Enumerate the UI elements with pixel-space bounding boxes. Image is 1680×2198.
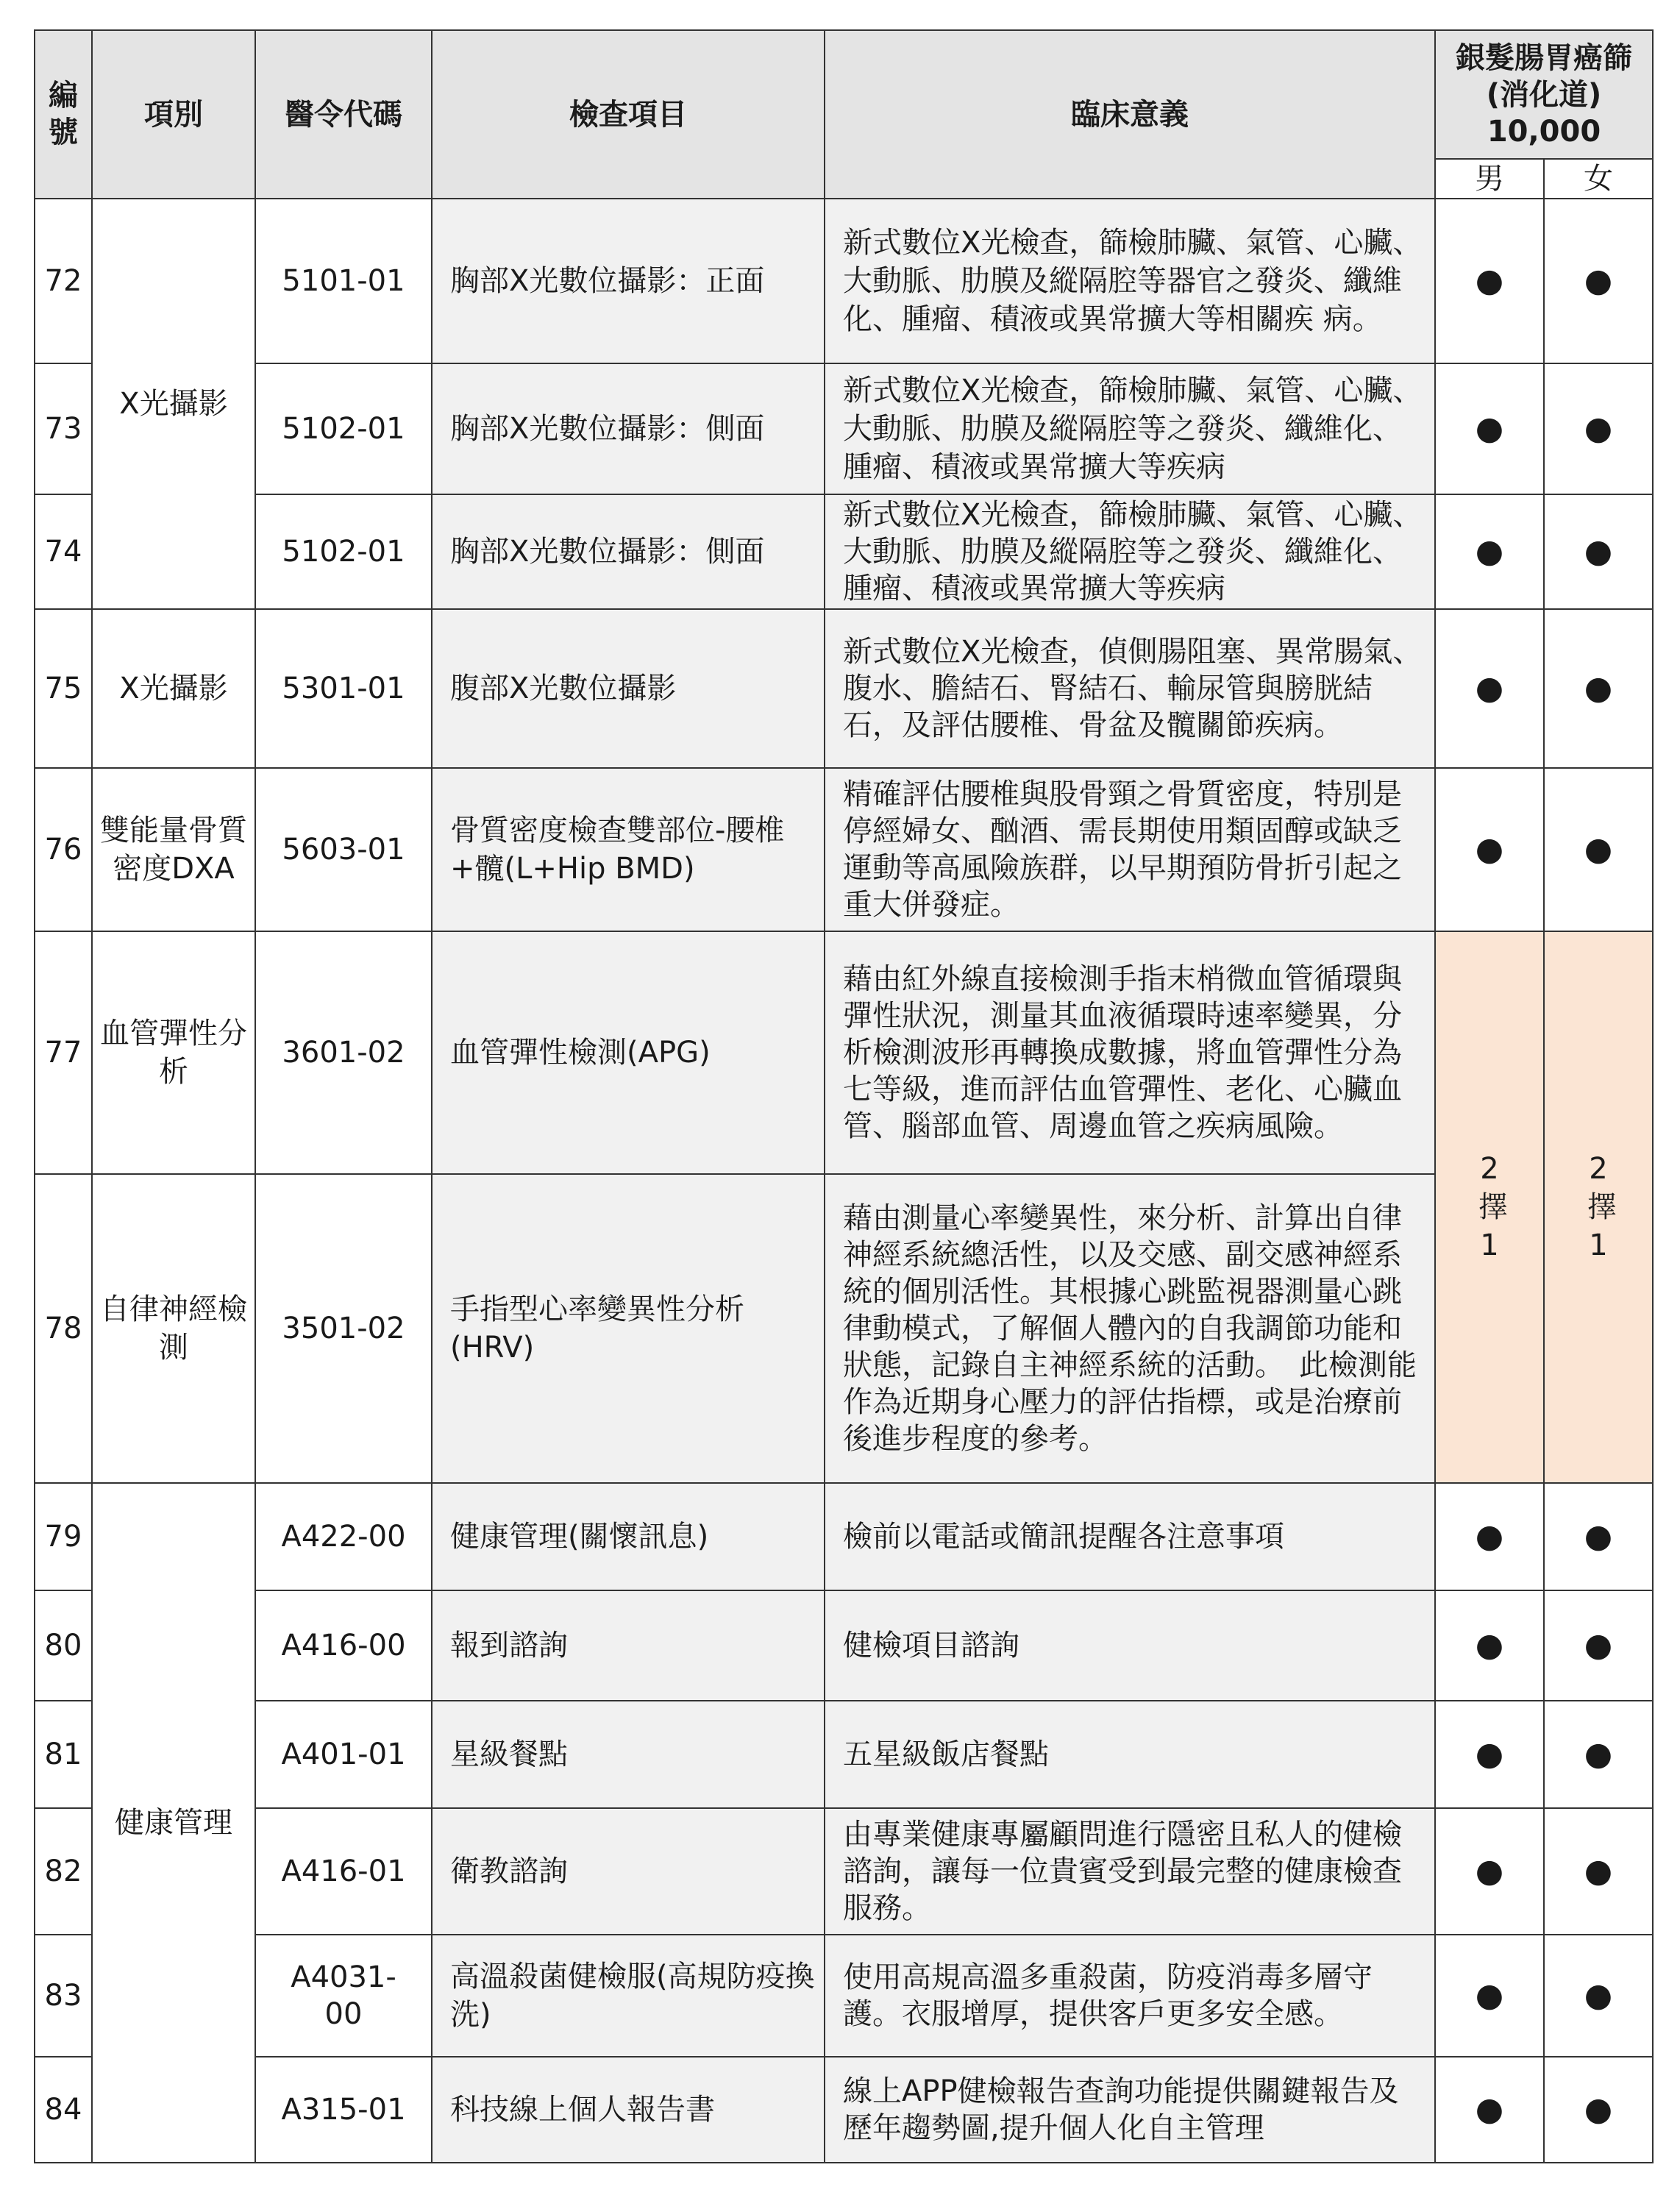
male-dot: ● xyxy=(1435,768,1544,931)
row-meaning: 五星級飯店餐點 xyxy=(825,1701,1435,1808)
row-code: A401-01 xyxy=(255,1701,432,1808)
female-dot: ● xyxy=(1544,363,1653,494)
row-number: 74 xyxy=(35,494,92,609)
row-code: A416-01 xyxy=(255,1808,432,1935)
row-item: 血管彈性檢測(APG) xyxy=(432,931,825,1174)
row-code: A416-00 xyxy=(255,1590,432,1701)
row-category: X光攝影 xyxy=(92,609,255,768)
male-choice: 2擇1 xyxy=(1435,931,1544,1483)
female-dot: ● xyxy=(1544,768,1653,931)
row-item: 衛教諮詢 xyxy=(432,1808,825,1935)
header-item: 檢查項目 xyxy=(432,30,825,199)
row-item: 高溫殺菌健檢服(高規防疫換洗) xyxy=(432,1935,825,2057)
male-dot: ● xyxy=(1435,2057,1544,2163)
row-code: 5102-01 xyxy=(255,494,432,609)
row-number: 79 xyxy=(35,1483,92,1590)
female-dot: ● xyxy=(1544,2057,1653,2163)
female-dot: ● xyxy=(1544,494,1653,609)
row-item: 胸部X光數位攝影：側面 xyxy=(432,494,825,609)
exam-items-table xyxy=(34,29,1654,2163)
row-item: 健康管理(關懷訊息) xyxy=(432,1483,825,1590)
header-female: 女 xyxy=(1544,159,1653,199)
row-item: 報到諮詢 xyxy=(432,1590,825,1701)
row-number: 81 xyxy=(35,1701,92,1808)
row-meaning: 新式數位X光檢查，篩檢肺臟、氣管、心臟、大動脈、肋膜及縱隔腔等器官之發炎、纖維化、腫瘤、積液或異常擴大等相關疾 病。 xyxy=(825,199,1435,363)
package-price: 10,000 xyxy=(1487,114,1601,149)
row-item: 胸部X光數位攝影：側面 xyxy=(432,363,825,494)
row-category: 雙能量骨質密度DXA xyxy=(92,768,255,931)
row-meaning: 新式數位X光檢查，偵側腸阻塞、異常腸氣、腹水、膽結石、腎結石、輸尿管與膀胱結石，及評估腰椎、骨盆及髖關節疾病。 xyxy=(825,609,1435,768)
row-code: A315-01 xyxy=(255,2057,432,2163)
row-number: 77 xyxy=(35,931,92,1174)
male-dot: ● xyxy=(1435,1701,1544,1808)
header-package xyxy=(1435,30,1653,159)
row-code: A4031-00 xyxy=(255,1935,432,2057)
female-dot: ● xyxy=(1544,1590,1653,1701)
row-number: 84 xyxy=(35,2057,92,2163)
male-dot: ● xyxy=(1435,609,1544,768)
row-meaning: 精確評估腰椎與股骨頸之骨質密度，特別是停經婦女、酗酒、需長期使用類固醇或缺乏運動等高風險族群，以早期預防骨折引起之重大併發症。 xyxy=(825,768,1435,931)
row-number: 82 xyxy=(35,1808,92,1935)
row-code: 5102-01 xyxy=(255,363,432,494)
row-item: 星級餐點 xyxy=(432,1701,825,1808)
header-meaning: 臨床意義 xyxy=(825,30,1435,199)
male-dot: ● xyxy=(1435,1590,1544,1701)
package-sub: (消化道) xyxy=(1486,77,1602,112)
row-meaning: 線上APP健檢報告查詢功能提供關鍵報告及歷年趨勢圖,提升個人化自主管理 xyxy=(825,2057,1435,2163)
row-category: 健康管理 xyxy=(92,1483,255,2163)
row-category: 自律神經檢測 xyxy=(92,1174,255,1483)
row-item: 手指型心率變異性分析(HRV) xyxy=(432,1174,825,1483)
row-meaning: 藉由測量心率變異性，來分析、計算出自律神經系統總活性，以及交感、副交感神經系統的個別活性。其根據心跳監視器測量心跳律動模式，了解個人體內的自我調節功能和狀態，記錄自主神經系統的活動。 此檢測能作為近期身心壓力的評估指標，或是治療前後進步程度的參考。 xyxy=(825,1174,1435,1483)
male-dot: ● xyxy=(1435,1935,1544,2057)
female-dot: ● xyxy=(1544,609,1653,768)
row-number: 83 xyxy=(35,1935,92,2057)
female-dot: ● xyxy=(1544,1701,1653,1808)
row-code: A422-00 xyxy=(255,1483,432,1590)
row-category: X光攝影 xyxy=(92,199,255,609)
row-item: 科技線上個人報告書 xyxy=(432,2057,825,2163)
row-number: 76 xyxy=(35,768,92,931)
row-meaning: 新式數位X光檢查，篩檢肺臟、氣管、心臟、大動脈、肋膜及縱隔腔等之發炎、纖維化、腫瘤、積液或異常擴大等疾病 xyxy=(825,363,1435,494)
package-name: 銀髮腸胃癌篩 xyxy=(1456,40,1632,75)
header-number: 編號 xyxy=(35,30,92,199)
row-number: 80 xyxy=(35,1590,92,1701)
row-code: 5101-01 xyxy=(255,199,432,363)
row-code: 5603-01 xyxy=(255,768,432,931)
row-code: 3501-02 xyxy=(255,1174,432,1483)
male-dot: ● xyxy=(1435,1808,1544,1935)
row-number: 73 xyxy=(35,363,92,494)
female-dot: ● xyxy=(1544,1935,1653,2057)
header-code: 醫令代碼 xyxy=(255,30,432,199)
row-meaning: 新式數位X光檢查，篩檢肺臟、氣管、心臟、大動脈、肋膜及縱隔腔等之發炎、纖維化、腫瘤、積液或異常擴大等疾病 xyxy=(825,494,1435,609)
row-code: 3601-02 xyxy=(255,931,432,1174)
row-number: 72 xyxy=(35,199,92,363)
row-meaning: 使用高規高溫多重殺菌，防疫消毒多層守護。衣服增厚，提供客戶更多安全感。 xyxy=(825,1935,1435,2057)
row-item: 骨質密度檢查雙部位-腰椎+髖(L+Hip BMD) xyxy=(432,768,825,931)
row-number: 78 xyxy=(35,1174,92,1483)
row-meaning: 檢前以電話或簡訊提醒各注意事項 xyxy=(825,1483,1435,1590)
male-dot: ● xyxy=(1435,363,1544,494)
female-dot: ● xyxy=(1544,199,1653,363)
row-meaning: 由專業健康專屬顧問進行隱密且私人的健檢諮詢，讓每一位貴賓受到最完整的健康檢查服務。 xyxy=(825,1808,1435,1935)
male-dot: ● xyxy=(1435,1483,1544,1590)
female-dot: ● xyxy=(1544,1483,1653,1590)
male-dot: ● xyxy=(1435,494,1544,609)
row-category: 血管彈性分析 xyxy=(92,931,255,1174)
male-dot: ● xyxy=(1435,199,1544,363)
row-meaning: 健檢項目諮詢 xyxy=(825,1590,1435,1701)
row-item: 胸部X光數位攝影：正面 xyxy=(432,199,825,363)
row-number: 75 xyxy=(35,609,92,768)
row-item: 腹部X光數位攝影 xyxy=(432,609,825,768)
row-meaning: 藉由紅外線直接檢測手指末梢微血管循環與彈性狀況，測量其血液循環時速率變異，分析檢測波形再轉換成數據，將血管彈性分為七等級，進而評估血管彈性、老化、心臟血管、腦部血管、周邊血管之疾病風險。 xyxy=(825,931,1435,1174)
header-male: 男 xyxy=(1435,159,1544,199)
female-choice: 2擇1 xyxy=(1544,931,1653,1483)
female-dot: ● xyxy=(1544,1808,1653,1935)
row-code: 5301-01 xyxy=(255,609,432,768)
header-category: 項別 xyxy=(92,30,255,199)
